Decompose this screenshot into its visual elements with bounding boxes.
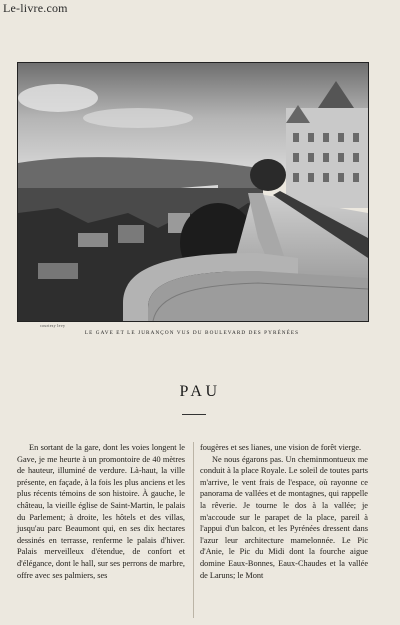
photo-caption: LE GAVE ET LE JURANÇON VUS DU BOULEVARD DES PYRÉNÉES	[84, 330, 300, 336]
photo-credit: courtesy levy	[40, 323, 66, 328]
text-column-right	[200, 442, 368, 581]
watermark-logo: Le-livre.com	[3, 1, 68, 15]
paragraph: En sortant de la gare, dont les voies longent le Gave, je me heurte à un promontoire de 40 mètres de hauteur, illuminé de verdure. Là-haut, la ville présente, en façade, à la fois les plus anciens et les plus récents témoins de son histoire. À gauche, le château, la vieille église de Saint-Martin, le palais du Parlement; à droite, les hôtels et des villas, jusqu'au parc Beaumont qui, en ses dix hectares dessinés en terrasse, renferme le palais d'hiver. Palais merveilleux d'étendue, de confort et d'élégance, dont le hall, sur ses perrons de marbre, offre avec ses palmiers, ses	[17, 443, 185, 580]
column-divider	[193, 442, 194, 618]
photo-illustration	[18, 63, 368, 321]
article-photo	[17, 62, 369, 322]
text-column-left	[17, 442, 185, 581]
article-title: PAU	[179, 383, 221, 400]
paragraph: fougères et ses lianes, une vision de forêt vierge.	[200, 443, 362, 452]
title-rule	[182, 414, 206, 415]
paragraph: Ne nous égarons pas. Un cheminmontueux me conduit à la place Royale. Le soleil de toutes parts m'arrive, le vent frais de l'espace, où rayonne ce panorama de vallées et de montagnes, qui rappelle la rêverie. Je tourne le dos à la vallée; je m'accoude sur le parapet de la place, pareil à l'appui d'un balcon, et les Pyrénées dressent dans l'azur leur architecture mamelonnée. Le Pic d'Anie, le Pic du Midi dont la fourche aigue domine Eaux-Bonnes, Eaux-Chaudes et la vallée de Laruns; le Mont	[200, 454, 368, 580]
